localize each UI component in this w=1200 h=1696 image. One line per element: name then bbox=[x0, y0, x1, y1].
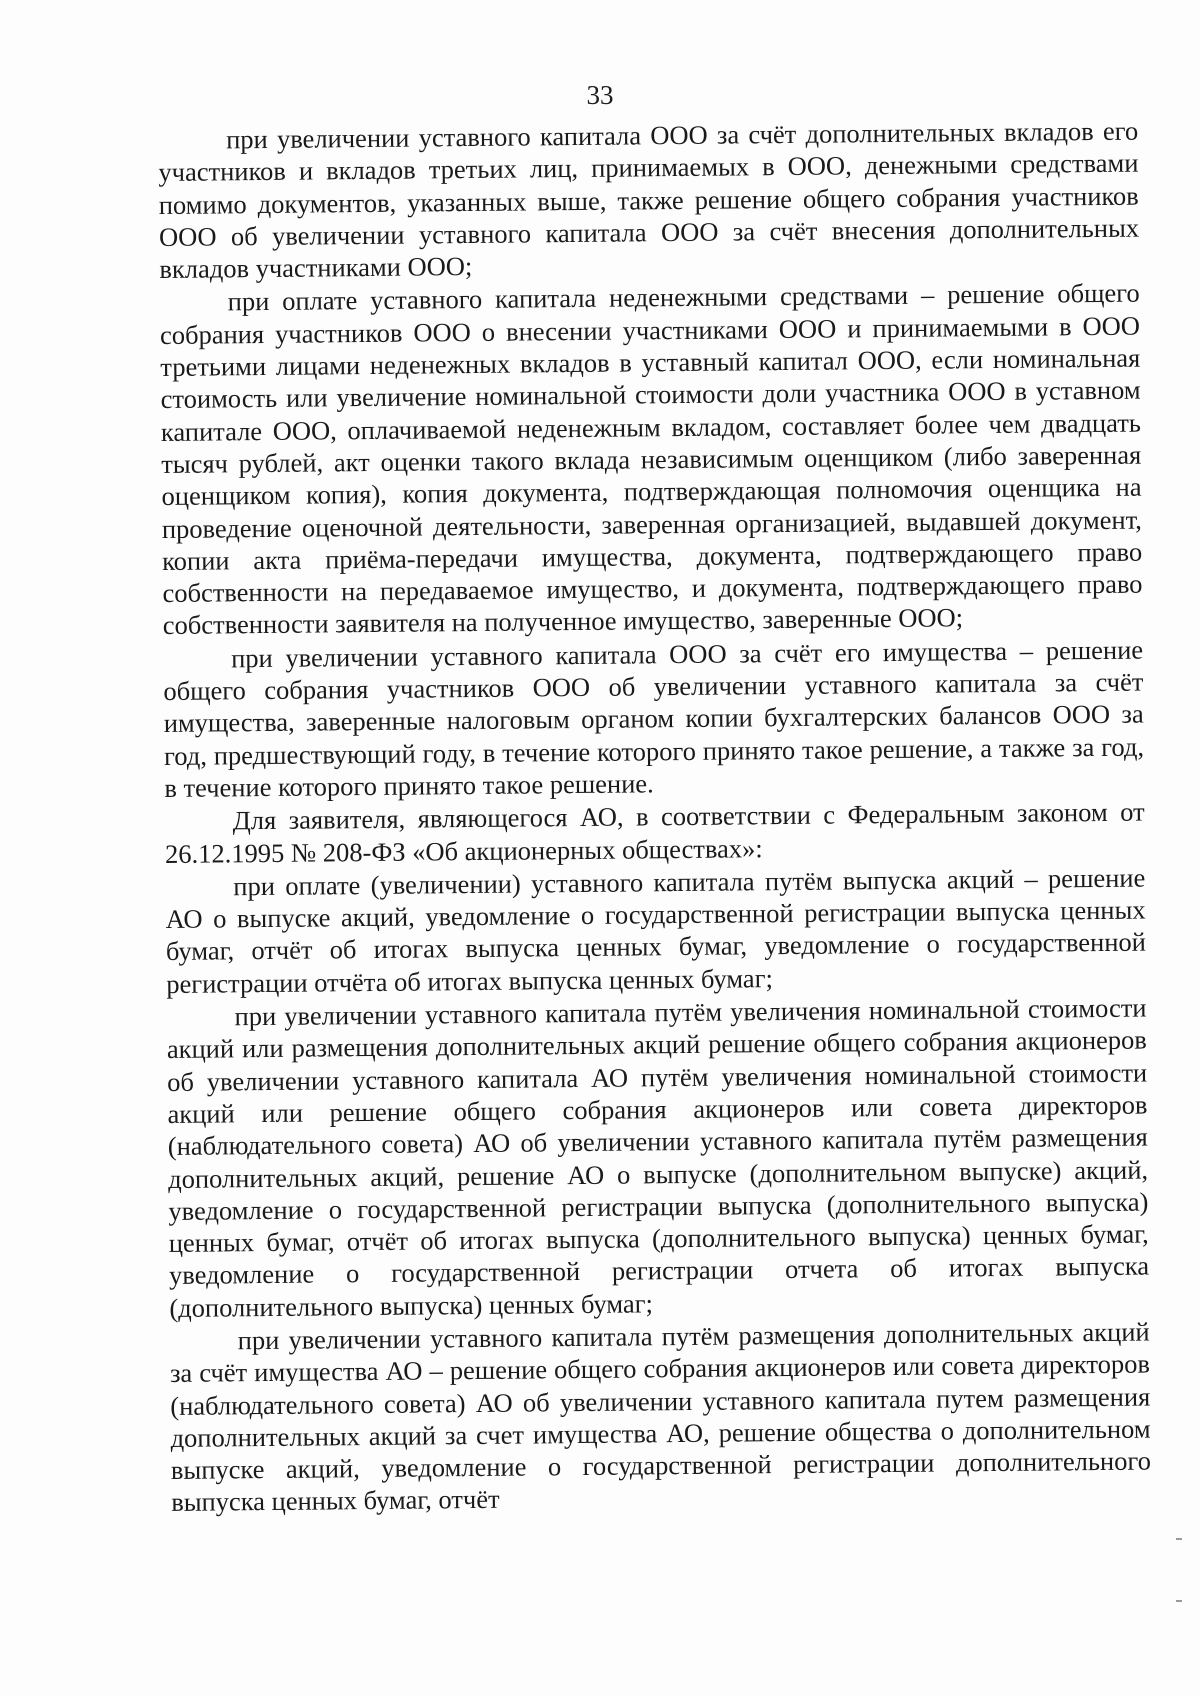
page-number: 33 bbox=[586, 80, 614, 110]
paragraph-ooo-non-monetary-payment: при оплате уставного капитала неденежными средствами – решение общего собрания участников ООО о внесении участниками ООО и принимаемыми в ООО третьими лицами неденежных вкладов в уставный капитал ООО, если номинальная стоимость или увеличение номинальной стоимости доли участника ООО в уставном капитале ООО, оплачиваемой неденежным вкладом, составляет более чем двадцать тысяч рублей, акт оценки такого вклада независимым оценщиком (либо заверенная оценщиком копия), копия документа, подтверждающая полномочия оценщика на проведение оценочной деятельности, заверенная организацией, выдавшей документ, копии акта приёма-передачи имущества, документа, подтверждающего право собственности на передаваемое имущество, и документа, подтверждающего право собственности заявителя на полученное имущество, заверенные ООО; bbox=[159, 278, 1143, 641]
paragraph-ao-nominal-increase: при увеличении уставного капитала путём увеличения номинальной стоимости акций или размещения дополнительных акций решение общего собрания акционеров об увеличении уставного капитала АО путём увеличения номинальной стоимости акций или решение общего собрания акционеров или совета директоров (наблюдательного совета) АО об увеличении уставного капитала путём размещения дополнительных акций, решение АО о выпуске (дополнительном выпуске) акций, уведомление о государственной регистрации выпуска (дополнительного выпуска) ценных бумаг, отчёт об итогах выпуска (дополнительного выпуска) ценных бумаг, уведомление о государственной регистрации отчета об итогах выпуска (дополнительного выпуска) ценных бумаг; bbox=[166, 992, 1150, 1323]
paragraph-ao-intro: Для заявителя, являющегося АО, в соответствии с Федеральным законом от 26.12.1995 № 208-ФЗ «Об акционерных обществах»: bbox=[164, 796, 1145, 869]
paragraph-ao-share-issue: при оплате (увеличении) уставного капитала путём выпуска акций – решение АО о выпуске акций, уведомление о государственной регистрации выпуска ценных бумаг, отчёт об итогах выпуска ценных бумаг, уведомление о государственной регистрации отчёта об итогах выпуска ценных бумаг; bbox=[165, 862, 1147, 999]
paragraph-ooo-additional-contributions: при увеличении уставного капитала ООО за счёт дополнительных вкладов его участников и вкладов третьих лиц, принимаемых в ООО, денежными средствами помимо документов, указанных выше, также решение общего собрания участников ООО об увеличении уставного капитала ООО за счёт внесения дополнительных вкладов участниками ООО; bbox=[158, 115, 1140, 285]
paragraph-ooo-property-increase: при увеличении уставного капитала ООО за счёт его имущества – решение общего собрания участников ООО об увеличении уставного капитала за счёт имущества, заверенные налоговым органом копии бухгалтерских балансов ООО за год, предшествующий году, в течение которого принято такое решение, а также за год, в течение которого принято такое решение. bbox=[163, 634, 1145, 803]
scan-artifact bbox=[1176, 1538, 1182, 1540]
document-body bbox=[158, 115, 1151, 1519]
paragraph-ao-property-placement: при увеличении уставного капитала путём размещения дополнительных акций за счёт имущества АО – решение общего собрания акционеров или совета директоров (наблюдательного совета) АО об увеличении уставного капитала путем размещения дополнительных акций за счет имущества АО, решение общества о дополнительном выпуске акций, уведомление о государственной регистрации дополнительного выпуска ценных бумаг, отчёт bbox=[169, 1316, 1152, 1518]
scan-artifact bbox=[1176, 1600, 1182, 1602]
